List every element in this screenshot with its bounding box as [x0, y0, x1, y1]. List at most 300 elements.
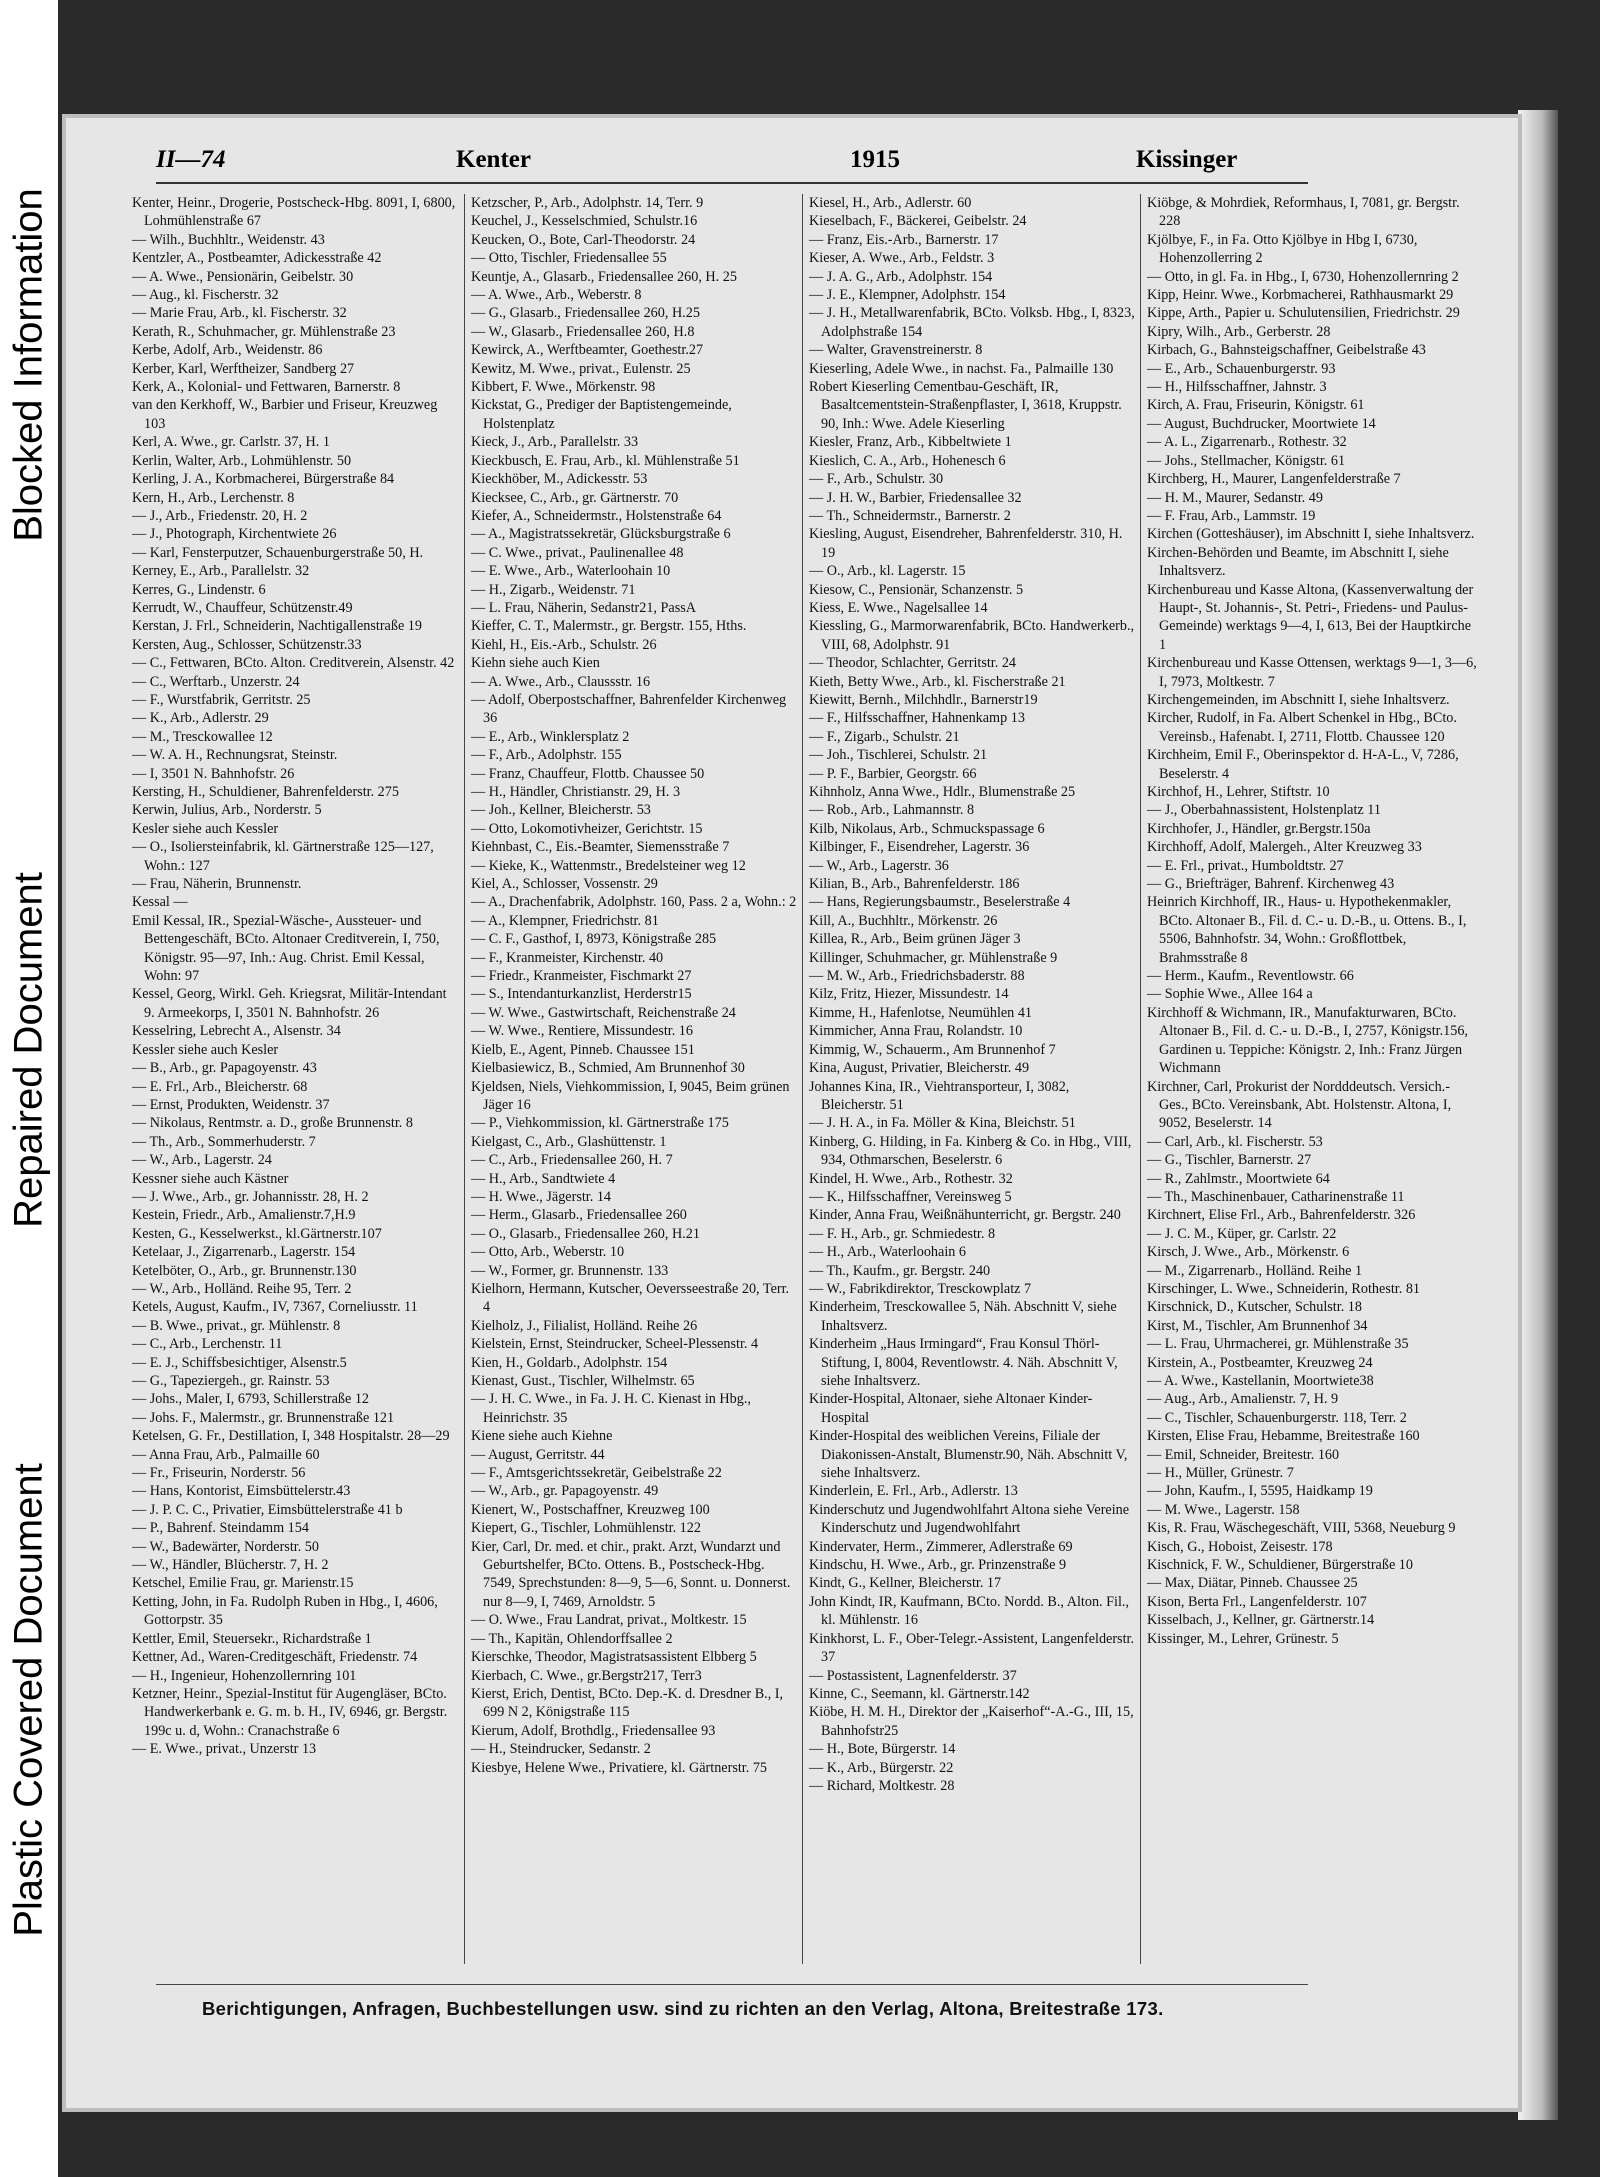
directory-entry: Keuchel, J., Kesselschmied, Schulstr.16 — [471, 213, 698, 230]
directory-entry: Kis, R. Frau, Wäschegeschäft, VIII, 5368, Neueburg 9 — [1147, 1520, 1456, 1537]
directory-entry: Kinderheim „Haus Irmingard“, Frau Konsul Thörl-Stiftung, I, 8004, Reventlowstr. 4. Näh. Abschnitt V, siehe Inhaltsverz. — [809, 1336, 1118, 1389]
directory-entry: — W., Glasarb., Friedensallee 260, H.8 — [471, 323, 695, 340]
directory-entry: Kissinger, M., Lehrer, Grünestr. 5 — [1147, 1630, 1339, 1647]
directory-entry: Kiefer, A., Schneidermstr., Holstenstraße 64 — [471, 507, 722, 524]
directory-entry: Kessner siehe auch Kästner — [132, 1170, 289, 1187]
directory-entry: — Th., Schneidermstr., Barnerstr. 2 — [809, 507, 1011, 524]
directory-entry: — Friedr., Kranmeister, Fischmarkt 27 — [471, 968, 692, 985]
directory-entry: Kierschke, Theodor, Magistratsassistent Elbberg 5 — [471, 1649, 757, 1666]
directory-entry: — C. Wwe., privat., Paulinenallee 48 — [471, 544, 684, 561]
directory-entry: — F. H., Arb., gr. Schmiedestr. 8 — [809, 1225, 996, 1242]
directory-entry: — O. Wwe., Frau Landrat, privat., Moltkestr. 15 — [471, 1612, 747, 1629]
directory-entry: — M. W., Arb., Friedrichsbaderstr. 88 — [809, 968, 1025, 985]
directory-entry: Kipp, Heinr. Wwe., Korbmacherei, Rathhausmarkt 29 — [1147, 287, 1454, 304]
directory-entry: — J. C. M., Küper, gr. Carlstr. 22 — [1147, 1225, 1337, 1242]
directory-entry: — John, Kaufm., I, 5595, Haidkamp 19 — [1147, 1483, 1373, 1500]
directory-entry: Kerath, R., Schuhmacher, gr. Mühlenstraße 23 — [132, 323, 396, 340]
directory-entry: — W., Arb., gr. Papagoyenstr. 49 — [471, 1483, 659, 1500]
directory-entry: — K., Hilfsschaffner, Vereinsweg 5 — [809, 1188, 1012, 1205]
directory-entry: — Otto, in gl. Fa. in Hbg., I, 6730, Hohenzollernring 2 — [1147, 268, 1459, 285]
directory-entry: — Kieke, K., Wattenmstr., Bredelsteiner weg 12 — [471, 857, 746, 874]
directory-entry: — Postassistent, Lagnenfelderstr. 37 — [809, 1667, 1017, 1684]
directory-entry: — W., Arb., Lagerstr. 24 — [132, 1152, 272, 1169]
directory-entry: Kerk, A., Kolonial- und Fettwaren, Barnerstr. 8 — [132, 379, 401, 396]
directory-entry: Kielbasiewicz, B., Schmied, Am Brunnenhof 30 — [471, 1060, 745, 1077]
side-label-blocked: Blocked Information — [6, 188, 51, 542]
directory-entry: Kirchhof, H., Lehrer, Stiftstr. 10 — [1147, 784, 1330, 800]
directory-entry: Kirschinger, L. Wwe., Schneiderin, Rothestr. 81 — [1147, 1280, 1421, 1297]
directory-entry: — H., Zigarb., Weidenstr. 71 — [471, 581, 636, 598]
directory-entry: — P. F., Barbier, Georgstr. 66 — [809, 765, 977, 782]
directory-entry: Kiöbe, H. M. H., Direktor der „Kaiserhof“-A.-G., III, 15, Bahnhofstr25 — [809, 1704, 1134, 1739]
directory-entry: — Carl, Arb., kl. Fischerstr. 53 — [1147, 1133, 1323, 1150]
directory-entry: Ketzscher, P., Arb., Adolphstr. 14, Terr. 9 — [471, 195, 704, 211]
directory-page — [66, 118, 1518, 2108]
directory-entry: Kerlin, Walter, Arb., Lohmühlenstr. 50 — [132, 452, 352, 469]
directory-entry: Johannes Kina, IR., Viehtransporteur, I, 3082, Bleicherstr. 51 — [809, 1078, 1070, 1113]
directory-entry: Kienert, W., Postschaffner, Kreuzweg 100 — [471, 1501, 710, 1518]
directory-entry: Kiessling, G., Marmorwarenfabrik, BCto. Handwerkerb., VIII, 68, Adolphstr. 91 — [809, 618, 1135, 653]
directory-entry: — Franz, Chauffeur, Flottb. Chaussee 50 — [471, 765, 705, 782]
side-label-plastic-covered: Plastic Covered Document — [6, 1463, 51, 1937]
directory-entry: — M., Zigarrenarb., Holländ. Reihe 1 — [1147, 1262, 1363, 1279]
header-rule — [156, 182, 1308, 184]
directory-entry: Kerstan, J. Frl., Schneiderin, Nachtigallenstraße 19 — [132, 618, 422, 635]
directory-entry: Kirsten, Elise Frau, Hebamme, Breitestraße 160 — [1147, 1428, 1420, 1445]
directory-entry: Robert Kieserling Cementbau-Geschäft, IR, Basaltcementstein-Straßenpflaster, I, 3618, Kruppstr. 90, Inh.: Wwe. Adele Kieserling — [809, 379, 1122, 432]
directory-entry: — F., Zigarb., Schulstr. 21 — [809, 728, 960, 745]
directory-entry: Kimmig, W., Schauerm., Am Brunnenhof 7 — [809, 1041, 1056, 1058]
directory-entry: — Adolf, Oberpostschaffner, Bahrenfelder Kirchenweg 36 — [471, 691, 787, 727]
directory-entry: — Herm., Kaufm., Reventlowstr. 66 — [1147, 968, 1354, 985]
directory-entry: — Hans, Kontorist, Eimsbüttelerstr.43 — [132, 1483, 351, 1500]
directory-entry: — Otto, Lokomotivheizer, Gerichtstr. 15 — [471, 820, 703, 837]
directory-entry: — B. Wwe., privat., gr. Mühlenstr. 8 — [132, 1317, 341, 1334]
directory-entry: — F., Arb., Schulstr. 30 — [809, 471, 944, 488]
directory-entry: — G., Tapeziergeh., gr. Rainstr. 53 — [132, 1373, 330, 1389]
directory-entry: Kienast, Gust., Tischler, Wilhelmstr. 65 — [471, 1373, 695, 1389]
directory-entry: — A., Klempner, Friedrichstr. 81 — [471, 912, 659, 929]
column-4 — [1140, 194, 1477, 1964]
directory-entry: Kirchenbureau und Kasse Ottensen, werktags 9—1, 3—6, I, 7973, Moltkestr. 7 — [1147, 655, 1477, 690]
directory-entry: — M. Wwe., Lagerstr. 158 — [1147, 1501, 1300, 1518]
directory-entry: Kinkhorst, L. F., Ober-Telegr.-Assistent, Langenfelderstr. 37 — [809, 1630, 1135, 1666]
directory-entry: Kiene siehe auch Kiehne — [471, 1428, 613, 1445]
directory-entry: — P., Viehkommission, kl. Gärtnerstraße 175 — [471, 1115, 729, 1132]
directory-entry: — F., Hilfsschaffner, Hahnenkamp 13 — [809, 710, 1025, 727]
directory-entry: Kindschu, H. Wwe., Arb., gr. Prinzenstraße 9 — [809, 1557, 1067, 1574]
directory-entry: Kihnholz, Anna Wwe., Hdlr., Blumenstraße 25 — [809, 784, 1076, 800]
directory-entry: — Walter, Gravenstreinerstr. 8 — [809, 342, 983, 359]
directory-entry: — H., Händler, Christianstr. 29, H. 3 — [471, 784, 681, 800]
directory-entry: Kirchengemeinden, im Abschnitt I, siehe Inhaltsverz. — [1147, 691, 1450, 708]
directory-entry: Kill, A., Buchhltr., Mörkenstr. 26 — [809, 912, 998, 929]
directory-entry: — P., Bahrenf. Steindamm 154 — [132, 1520, 309, 1537]
directory-entry: — H. M., Maurer, Sedanstr. 49 — [1147, 489, 1323, 506]
directory-entry: Kerwin, Julius, Arb., Norderstr. 5 — [132, 802, 322, 819]
directory-entry: Kerber, Karl, Werftheizer, Sandberg 27 — [132, 360, 355, 377]
directory-entry: — Anna Frau, Arb., Palmaille 60 — [132, 1446, 320, 1463]
directory-entry: — H., Ingenieur, Hohenzollernring 101 — [132, 1667, 357, 1684]
directory-entry: — C. F., Gasthof, I, 8973, Königstraße 285 — [471, 931, 717, 948]
directory-entry: Kenter, Heinr., Drogerie, Postscheck-Hbg. 8091, I, 6800, Lohmühlenstraße 67 — [132, 195, 456, 230]
directory-entry: — Herm., Glasarb., Friedensallee 260 — [471, 1207, 687, 1224]
directory-entry: — J., Arb., Friedenstr. 20, H. 2 — [132, 507, 308, 524]
directory-entry: Killea, R., Arb., Beim grünen Jäger 3 — [809, 931, 1021, 948]
directory-entry: Kielb, E., Agent, Pinneb. Chaussee 151 — [471, 1041, 695, 1058]
directory-entry: Kettler, Emil, Steuersekr., Richardstraße 1 — [132, 1630, 372, 1647]
directory-entry: — A. Wwe., Arb., Weberstr. 8 — [471, 287, 642, 304]
directory-entry: Kirstein, A., Postbeamter, Kreuzweg 24 — [1147, 1354, 1373, 1371]
directory-entry: — Richard, Moltkestr. 28 — [809, 1777, 955, 1794]
directory-entry: — Th., Kapitän, Ohlendorffsallee 2 — [471, 1630, 673, 1647]
directory-entry: — Aug., Arb., Amalienstr. 7, H. 9 — [1147, 1391, 1339, 1408]
directory-entry: Kiecksee, C., Arb., gr. Gärtnerstr. 70 — [471, 489, 679, 506]
directory-entry: Kettner, Ad., Waren-Creditgeschäft, Friedenstr. 74 — [132, 1649, 418, 1666]
column-3 — [802, 194, 1141, 1964]
directory-entry: — August, Buchdrucker, Moortwiete 14 — [1147, 415, 1376, 432]
directory-entry: Kindt, G., Kellner, Bleicherstr. 17 — [809, 1575, 1002, 1592]
directory-entry: Kirchheim, Emil F., Oberinspektor d. H-A-L., V, 7286, Beselerstr. 4 — [1147, 747, 1459, 782]
header-first-entry: Kenter — [456, 146, 531, 173]
directory-entry: — W., Arb., Lagerstr. 36 — [809, 857, 949, 874]
directory-entry: — E., Arb., Winklersplatz 2 — [471, 728, 630, 745]
directory-entry: — Johs., Maler, I, 6793, Schillerstraße 12 — [132, 1391, 370, 1408]
directory-entry: Kerling, J. A., Korbmacherei, Bürgerstraße 84 — [132, 471, 395, 488]
side-label-repaired: Repaired Document — [6, 872, 51, 1228]
directory-entry: Kern, H., Arb., Lerchenstr. 8 — [132, 489, 295, 506]
directory-entry: — G., Briefträger, Bahrenf. Kirchenweg 43 — [1147, 876, 1395, 893]
directory-entry: Kielgast, C., Arb., Glashüttenstr. 1 — [471, 1133, 667, 1150]
directory-entry: Kiesbye, Helene Wwe., Privatiere, kl. Gärtnerstr. 75 — [471, 1759, 768, 1776]
directory-entry: Kirbach, G., Bahnsteigschaffner, Geibelstraße 43 — [1147, 342, 1426, 359]
directory-entry: Kinderheim, Tresckowallee 5, Näh. Abschnitt V, siehe Inhaltsverz. — [809, 1299, 1117, 1334]
directory-entry: Kiehnbast, C., Eis.-Beamter, Siemensstraße 7 — [471, 839, 730, 856]
directory-entry: Kewirck, A., Werftbeamter, Goethestr.27 — [471, 342, 704, 359]
publisher-footer: Berichtigungen, Anfragen, Buchbestellungen usw. sind zu richten an den Verlag, Altona, Breitestraße 173. — [202, 1998, 1164, 2019]
directory-entry: — M., Tresckowallee 12 — [132, 728, 273, 745]
directory-entry: — C., Werftarb., Unzerstr. 24 — [132, 673, 300, 690]
directory-entry: — H., Bote, Bürgerstr. 14 — [809, 1741, 956, 1758]
directory-entry: Kirsch, J. Wwe., Arb., Mörkenstr. 6 — [1147, 1244, 1350, 1261]
directory-entry: — E. Frl., Arb., Bleicherstr. 68 — [132, 1078, 308, 1095]
directory-entry: Kiesling, August, Eisendreher, Bahrenfelderstr. 310, H. 19 — [809, 526, 1123, 561]
directory-entry: Kiel, A., Schlosser, Vossenstr. 29 — [471, 876, 658, 893]
directory-entry: — Frau, Näherin, Brunnenstr. — [132, 876, 302, 893]
directory-entry: Kirchnert, Elise Frl., Arb., Bahrenfelderstr. 326 — [1147, 1207, 1416, 1224]
directory-entry: Kessal — — [132, 894, 188, 911]
directory-entry: Kirchen (Gotteshäuser), im Abschnitt I, siehe Inhaltsverz. — [1147, 526, 1475, 543]
directory-entry: Kerl, A. Wwe., gr. Carlstr. 37, H. 1 — [132, 434, 330, 451]
directory-entry: Kiehl, H., Eis.-Arb., Schulstr. 26 — [471, 636, 657, 653]
directory-entry: — J. A. G., Arb., Adolphstr. 154 — [809, 268, 993, 285]
directory-entry: Kesler siehe auch Kessler — [132, 820, 279, 837]
directory-entry: — Ernst, Produkten, Weidenstr. 37 — [132, 1096, 330, 1113]
directory-entry: — E. J., Schiffsbesichtiger, Alsenstr.5 — [132, 1354, 347, 1371]
directory-entry: Kisselbach, J., Kellner, gr. Gärtnerstr.14 — [1147, 1612, 1375, 1629]
directory-entry: — L. Frau, Uhrmacherei, gr. Mühlenstraße 35 — [1147, 1336, 1409, 1353]
directory-entry: Kirchhoff & Wichmann, IR., Manufakturwaren, BCto. Altonaer B., Fil. d. C.- u. D.-B., I, 2757, Königstr.156, Gardinen u. Teppiche: Königstr. 2, Inh.: Franz Jürgen Wichmann — [1147, 1004, 1468, 1077]
directory-entry: — F., Amtsgerichtssekretär, Geibelstraße 22 — [471, 1465, 722, 1482]
directory-entry: Kickstat, G., Prediger der Baptistengemeinde, Holstenplatz — [471, 397, 732, 432]
directory-entry: — A. Wwe., Kastellanin, Moortwiete38 — [1147, 1373, 1374, 1389]
directory-entry: Kinne, C., Seemann, kl. Gärtnerstr.142 — [809, 1685, 1030, 1702]
directory-entry: — Otto, Arb., Weberstr. 10 — [471, 1244, 625, 1261]
directory-entry: Kindel, H. Wwe., Arb., Rothestr. 32 — [809, 1170, 1013, 1187]
directory-entry: Kimme, H., Hafenlotse, Neumühlen 41 — [809, 1004, 1033, 1021]
directory-entry: — K., Arb., Bürgerstr. 22 — [809, 1759, 954, 1776]
directory-entry: — E. Frl., privat., Humboldtstr. 27 — [1147, 857, 1344, 874]
directory-entry: — W., Fabrikdirektor, Tresckowplatz 7 — [809, 1280, 1032, 1297]
directory-entry: Kentzler, A., Postbeamter, Adickesstraße 42 — [132, 250, 382, 267]
directory-entry: — L. Frau, Näherin, Sedanstr21, PassA — [471, 599, 696, 616]
directory-entry: — F., Wurstfabrik, Gerritstr. 25 — [132, 691, 311, 708]
directory-entry: — W. Wwe., Gastwirtschaft, Reichenstraße 24 — [471, 1004, 736, 1021]
directory-entry: — F., Kranmeister, Kirchenstr. 40 — [471, 949, 664, 966]
directory-entry: — W., Arb., Holländ. Reihe 95, Terr. 2 — [132, 1280, 352, 1297]
directory-entry: — C., Arb., Friedensallee 260, H. 7 — [471, 1152, 673, 1169]
directory-entry: Kier, Carl, Dr. med. et chir., prakt. Arzt, Wundarzt und Geburtshelfer, BCto. Ottens. B., Postscheck-Hbg. 7549, Sprechstunden: 8—9, 5—6, Sonnt. u. Donnerst. nur 8—9, I, 7469, Arnoldstr. 5 — [471, 1538, 791, 1610]
directory-entry: Kinderlein, E. Frl., Arb., Adlerstr. 13 — [809, 1483, 1018, 1500]
directory-entry: Kiesler, Franz, Arb., Kibbeltwiete 1 — [809, 434, 1012, 451]
directory-entry: Kerres, G., Lindenstr. 6 — [132, 581, 266, 598]
directory-entry: Ketelaar, J., Zigarrenarb., Lagerstr. 154 — [132, 1244, 356, 1261]
directory-entry: Kierum, Adolf, Brothdlg., Friedensallee 93 — [471, 1722, 716, 1739]
directory-entry: — O., Isoliersteinfabrik, kl. Gärtnerstraße 125—127, Wohn.: 127 — [132, 839, 434, 874]
directory-entry: Ketelsen, G. Fr., Destillation, I, 348 Hospitalstr. 28—29 — [132, 1428, 450, 1445]
directory-entry: Kirchner, Carl, Prokurist der Nordddeutsch. Versich.-Ges., BCto. Vereinsbank, Abt. Holstenstr. Altona, I, 9052, Beselerstr. 14 — [1147, 1078, 1452, 1132]
side-label-strip — [0, 0, 58, 2177]
directory-entry: — Th., Maschinenbauer, Catharinenstraße 11 — [1147, 1188, 1405, 1205]
directory-entry: — J., Photograph, Kirchentwiete 26 — [132, 526, 337, 543]
directory-entry: Ketting, John, in Fa. Rudolph Ruben in Hbg., I, 4606, Gottorpstr. 35 — [132, 1593, 438, 1629]
directory-entry: — H., Arb., Waterloohain 6 — [809, 1244, 966, 1261]
directory-entry: — Johs., Stellmacher, Königstr. 61 — [1147, 452, 1346, 469]
directory-entry: — F., Arb., Adolphstr. 155 — [471, 747, 622, 764]
directory-entry: — Th., Arb., Sommerhuderstr. 7 — [132, 1133, 316, 1150]
directory-entry: Kinderschutz und Jugendwohlfahrt Altona siehe Vereine Kinderschutz und Jugendwohlfahrt — [809, 1501, 1130, 1537]
directory-entry: — H., Hilfsschaffner, Jahnstr. 3 — [1147, 379, 1327, 396]
directory-entry: Kirchberg, H., Maurer, Langenfelderstraße 7 — [1147, 471, 1401, 488]
directory-entry: Killinger, Schuhmacher, gr. Mühlenstraße 9 — [809, 949, 1058, 966]
directory-entry: — J. H. C. Wwe., in Fa. J. H. C. Kienast in Hbg., Heinrichstr. 35 — [471, 1391, 751, 1426]
directory-entry: — W. A. H., Rechnungsrat, Steinstr. — [132, 747, 338, 764]
directory-entry: Kieckbusch, E. Frau, Arb., kl. Mühlenstraße 51 — [471, 452, 740, 469]
directory-entry: Kerney, E., Arb., Parallelstr. 32 — [132, 563, 310, 580]
directory-entry: Kirchenbureau und Kasse Altona, (Kassenverwaltung der Haupt-, St. Johannis-, St. Petri-, Friedens- und Paulus-Gemeinde) werktags 9—4, I, 613, Bei der Hauptkirche 1 — [1147, 581, 1474, 653]
directory-entry: — Rob., Arb., Lahmannstr. 8 — [809, 802, 975, 819]
directory-entry: Kina, August, Privatier, Bleicherstr. 49 — [809, 1060, 1030, 1077]
directory-entry: — W., Former, gr. Brunnenstr. 133 — [471, 1262, 669, 1279]
directory-entry: Kirch, A. Frau, Friseurin, Königstr. 61 — [1147, 397, 1365, 414]
directory-entry: — Fr., Friseurin, Norderstr. 56 — [132, 1465, 306, 1482]
page-number: II—74 — [156, 146, 226, 173]
directory-entry: — August, Gerritstr. 44 — [471, 1446, 605, 1463]
directory-entry: — J. H. W., Barbier, Friedensallee 32 — [809, 489, 1022, 506]
directory-entry: Kiewitt, Bernh., Milchhdlr., Barnerstr19 — [809, 691, 1038, 708]
header-year: 1915 — [850, 146, 900, 173]
directory-entry: — Emil, Schneider, Breitestr. 160 — [1147, 1446, 1340, 1463]
directory-entry: Kirst, M., Tischler, Am Brunnenhof 34 — [1147, 1317, 1368, 1334]
directory-columns — [132, 194, 1476, 1964]
directory-entry: — J. Wwe., Arb., gr. Johannisstr. 28, H. 2 — [132, 1188, 369, 1205]
directory-entry: Kieserling, Adele Wwe., in nachst. Fa., Palmaille 130 — [809, 360, 1114, 377]
directory-entry: John Kindt, IR, Kaufmann, BCto. Nordd. B., Alton. Fil., kl. Mühlenstr. 16 — [809, 1593, 1130, 1629]
directory-entry: Kirchen-Behörden und Beamte, im Abschnitt I, siehe Inhaltsverz. — [1147, 544, 1449, 580]
directory-entry: Kieckhöber, M., Adickesstr. 53 — [471, 471, 648, 488]
directory-entry: — Karl, Fensterputzer, Schauenburgerstraße 50, H. — [132, 544, 424, 561]
page-header — [156, 146, 1298, 180]
directory-entry: Kirchhofer, J., Händler, gr.Bergstr.150a — [1147, 820, 1371, 837]
directory-entry: Emil Kessal, IR., Spezial-Wäsche-, Aussteuer- und Bettengeschäft, BCto. Altonaer Creditverein, I, 750, Königstr. 95—97, Inh.: Aug. Christ. Emil Kessal, Wohn: 97 — [132, 912, 440, 985]
directory-entry: — W., Badewärter, Norderstr. 50 — [132, 1538, 319, 1555]
directory-entry: — Sophie Wwe., Allee 164 a — [1147, 986, 1313, 1003]
directory-entry: — A. Wwe., Pensionärin, Geibelstr. 30 — [132, 268, 354, 285]
directory-entry: — Johs. F., Malermstr., gr. Brunnenstraße 121 — [132, 1409, 395, 1426]
directory-entry: — G., Tischler, Barnerstr. 27 — [1147, 1152, 1312, 1169]
directory-entry: Kinberg, G. Hilding, in Fa. Kinberg & Co. in Hbg., VIII, 934, Othmarschen, Beselerstr. 6 — [809, 1133, 1132, 1169]
directory-entry: Kewitz, M. Wwe., privat., Eulenstr. 25 — [471, 360, 691, 377]
header-last-entry: Kissinger — [1136, 146, 1238, 173]
directory-entry: Kinder, Anna Frau, Weißnähunterricht, gr. Bergstr. 240 — [809, 1207, 1121, 1224]
directory-entry: Kindervater, Herm., Zimmerer, Adlerstraße 69 — [809, 1538, 1073, 1555]
directory-entry: — E. Wwe., Arb., Waterloohain 10 — [471, 563, 671, 580]
directory-entry: Kjölbye, F., in Fa. Otto Kjölbye in Hbg I, 6730, Hohenzollerring 2 — [1147, 231, 1418, 267]
directory-entry: — E. Wwe., privat., Unzerstr 13 — [132, 1741, 317, 1758]
directory-entry: Kibbert, F. Wwe., Mörkenstr. 98 — [471, 379, 656, 396]
directory-entry: Kinder-Hospital, Altonaer, siehe Altonaer Kinder-Hospital — [809, 1391, 1093, 1426]
directory-entry: Kieffer, C. T., Malermstr., gr. Bergstr. 155, Hths. — [471, 618, 747, 635]
directory-entry: Kircher, Rudolf, in Fa. Albert Schenkel in Hbg., BCto. Vereinsb., Hafenabt. I, 2711, Flottb. Chaussee 120 — [1147, 710, 1457, 745]
directory-entry: Kiöbge, & Mohrdiek, Reformhaus, I, 7081, gr. Bergstr. 228 — [1147, 195, 1460, 230]
footer-rule — [156, 1984, 1308, 1985]
directory-entry: Kilian, B., Arb., Bahrenfelderstr. 186 — [809, 876, 1020, 893]
directory-entry: Kierbach, C. Wwe., gr.Bergstr217, Terr3 — [471, 1667, 702, 1684]
directory-entry: — Wilh., Buchhltr., Weidenstr. 43 — [132, 231, 325, 248]
directory-entry: Kieck, J., Arb., Parallelstr. 33 — [471, 434, 639, 451]
directory-entry: — Otto, Tischler, Friedensallee 55 — [471, 250, 667, 267]
directory-entry: Kippe, Arth., Papier u. Schulutensilien, Friedrichstr. 29 — [1147, 305, 1460, 322]
directory-entry: Kirchhoff, Adolf, Malergeh., Alter Kreuzweg 33 — [1147, 839, 1422, 856]
directory-entry: — H., Steindrucker, Sedanstr. 2 — [471, 1741, 651, 1758]
directory-entry: Kieth, Betty Wwe., Arb., kl. Fischerstraße 21 — [809, 673, 1066, 690]
page-binding-edge — [1518, 110, 1558, 2120]
directory-entry: Kison, Berta Frl., Langenfelderstr. 107 — [1147, 1593, 1367, 1610]
directory-entry: — J. P. C. C., Privatier, Eimsbüttelerstraße 41 b — [132, 1501, 403, 1518]
directory-entry: — I, 3501 N. Bahnhofstr. 26 — [132, 765, 295, 782]
directory-entry: — R., Zahlmstr., Moortwiete 64 — [1147, 1170, 1330, 1187]
directory-entry: Kersting, H., Schuldiener, Bahrenfelderstr. 275 — [132, 784, 399, 800]
directory-entry: van den Kerkhoff, W., Barbier und Friseur, Kreuzweg 103 — [132, 397, 438, 432]
directory-entry: — Th., Kaufm., gr. Bergstr. 240 — [809, 1262, 991, 1279]
directory-entry: Kipry, Wilh., Arb., Gerberstr. 28 — [1147, 323, 1331, 340]
directory-entry: Kierst, Erich, Dentist, BCto. Dep.-K. d. Dresdner B., I, 699 N 2, Königstraße 115 — [471, 1685, 784, 1721]
directory-entry: — Franz, Eis.-Arb., Barnerstr. 17 — [809, 231, 999, 248]
directory-entry: Kieslich, C. A., Arb., Hohenesch 6 — [809, 452, 1006, 469]
directory-entry: Kinder-Hospital des weiblichen Vereins, Filiale der Diakonissen-Anstalt, Blumenstr.90, Näh. Abschnitt V, siehe Inhaltsverz. — [809, 1428, 1128, 1482]
directory-entry: — C., Fettwaren, BCto. Alton. Creditverein, Alsenstr. 42 — [132, 655, 455, 672]
directory-entry: Ketschel, Emilie Frau, gr. Marienstr.15 — [132, 1575, 354, 1592]
directory-entry: Kiesel, H., Arb., Adlerstr. 60 — [809, 195, 972, 211]
directory-entry: — A., Magistratssekretär, Glücksburgstraße 6 — [471, 526, 731, 543]
directory-entry: Kjeldsen, Niels, Viehkommission, I, 9045, Beim grünen Jäger 16 — [471, 1078, 790, 1113]
directory-entry: Kilb, Nikolaus, Arb., Schmuckspassage 6 — [809, 820, 1045, 837]
directory-entry: Keuntje, A., Glasarb., Friedensallee 260, H. 25 — [471, 268, 737, 285]
directory-entry: Kirschnick, D., Kutscher, Schulstr. 18 — [1147, 1299, 1362, 1316]
directory-entry: Kisch, G., Hoboist, Zeisestr. 178 — [1147, 1538, 1333, 1555]
directory-entry: Kesselring, Lebrecht A., Alsenstr. 34 — [132, 1023, 341, 1040]
directory-entry: Ketelböter, O., Arb., gr. Brunnenstr.130 — [132, 1262, 357, 1279]
directory-entry: Kilz, Fritz, Hiezer, Missundestr. 14 — [809, 986, 1009, 1003]
directory-entry: Kielstein, Ernst, Steindrucker, Scheel-Plessenstr. 4 — [471, 1336, 759, 1353]
directory-entry: Kielholz, J., Filialist, Holländ. Reihe 26 — [471, 1317, 698, 1334]
directory-entry: Kielhorn, Hermann, Kutscher, Oeversseestraße 20, Terr. 4 — [471, 1280, 790, 1316]
directory-entry: — O., Glasarb., Friedensallee 260, H.21 — [471, 1225, 700, 1242]
directory-entry: Heinrich Kirchhoff, IR., Haus- u. Hypothekenmakler, BCto. Altonaer B., Fil. d. C.- u. D.-B., u. Ottens. B., I, 5506, Bahnhofstr. 34, Wohn.: Großflottbek, Brahmsstraße 8 — [1147, 894, 1467, 966]
directory-entry: Kessler siehe auch Kesler — [132, 1041, 279, 1058]
directory-entry: Kerbe, Adolf, Arb., Weidenstr. 86 — [132, 342, 323, 359]
directory-entry: — Max, Diätar, Pinneb. Chaussee 25 — [1147, 1575, 1358, 1592]
directory-entry: — A. L., Zigarrenarb., Rothestr. 32 — [1147, 434, 1347, 451]
directory-entry: — K., Arb., Adlerstr. 29 — [132, 710, 269, 727]
directory-entry: — C., Tischler, Schauenburgerstr. 118, Terr. 2 — [1147, 1409, 1407, 1426]
directory-entry: Kiesow, C., Pensionär, Schanzenstr. 5 — [809, 581, 1024, 598]
directory-entry: — Joh., Tischlerei, Schulstr. 21 — [809, 747, 988, 764]
directory-entry: — F. Frau, Arb., Lammstr. 19 — [1147, 507, 1316, 524]
directory-entry: — J., Oberbahnassistent, Holstenplatz 11 — [1147, 802, 1381, 819]
directory-entry: Kimmicher, Anna Frau, Rolandstr. 10 — [809, 1023, 1023, 1040]
directory-entry: Kiehn siehe auch Kien — [471, 655, 600, 672]
directory-entry: Kersten, Aug., Schlosser, Schützenstr.33 — [132, 636, 362, 653]
directory-entry: — G., Glasarb., Friedensallee 260, H.25 — [471, 305, 700, 322]
directory-entry: — W. Wwe., Rentiere, Missundestr. 16 — [471, 1023, 693, 1040]
directory-entry: — B., Arb., gr. Papagoyenstr. 43 — [132, 1060, 317, 1077]
directory-entry: — H., Müller, Grünestr. 7 — [1147, 1465, 1294, 1482]
directory-entry: — Nikolaus, Rentmstr. a. D., große Brunnenstr. 8 — [132, 1115, 413, 1132]
directory-entry: — C., Arb., Lerchenstr. 11 — [132, 1336, 283, 1353]
directory-entry: — H. Wwe., Jägerstr. 14 — [471, 1188, 612, 1205]
directory-entry: Kiess, E. Wwe., Nagelsallee 14 — [809, 599, 988, 616]
directory-entry: Kerrudt, W., Chauffeur, Schützenstr.49 — [132, 599, 353, 616]
directory-entry: Kestein, Friedr., Arb., Amalienstr.7,H.9 — [132, 1207, 356, 1224]
directory-entry: Ketzner, Heinr., Spezial-Institut für Augengläser, BCto. Handwerkerbank e. G. m. b. H., IV, 6946, gr. Bergstr. 199c u. d, Wohn.: Cranachstraße 6 — [132, 1685, 448, 1739]
directory-entry: Kischnick, F. W., Schuldiener, Bürgerstraße 10 — [1147, 1557, 1413, 1574]
directory-entry: Keucken, O., Bote, Carl-Theodorstr. 24 — [471, 231, 696, 248]
column-2 — [464, 194, 803, 1964]
directory-entry: Kieselbach, F., Bäckerei, Geibelstr. 24 — [809, 213, 1027, 230]
directory-entry: — J. H., Metallwarenfabrik, BCto. Volksb. Hbg., I, 8323, Adolphstraße 154 — [809, 305, 1135, 340]
directory-entry: Ketels, August, Kaufm., IV, 7367, Corneliusstr. 11 — [132, 1299, 418, 1316]
directory-entry: — A. Wwe., Arb., Claussstr. 16 — [471, 673, 651, 690]
directory-entry: Kessel, Georg, Wirkl. Geh. Kriegsrat, Militär-Intendant 9. Armeekorps, I, 3501 N. Bahnhofstr. 26 — [132, 986, 447, 1021]
directory-entry: — Joh., Kellner, Bleicherstr. 53 — [471, 802, 651, 819]
directory-entry: — O., Arb., kl. Lagerstr. 15 — [809, 563, 966, 580]
directory-entry: Kilbinger, F., Eisendreher, Lagerstr. 36 — [809, 839, 1030, 856]
directory-entry: — J. H. A., in Fa. Möller & Kina, Bleichstr. 51 — [809, 1115, 1076, 1132]
directory-entry: Kieser, A. Wwe., Arb., Feldstr. 3 — [809, 250, 995, 267]
directory-entry: — J. E., Klempner, Adolphstr. 154 — [809, 287, 1006, 304]
directory-entry: — A., Drachenfabrik, Adolphstr. 160, Pass. 2 a, Wohn.: 2 — [471, 894, 797, 911]
directory-entry: Kesten, G., Kesselwerkst., kl.Gärtnerstr.107 — [132, 1225, 382, 1242]
directory-entry: — Marie Frau, Arb., kl. Fischerstr. 32 — [132, 305, 347, 322]
column-1 — [132, 194, 464, 1964]
directory-entry: Kiepert, G., Tischler, Lohmühlenstr. 122 — [471, 1520, 701, 1537]
directory-entry: — Theodor, Schlachter, Gerritstr. 24 — [809, 655, 1017, 672]
directory-entry: — S., Intendanturkanzlist, Herderstr15 — [471, 986, 692, 1003]
directory-entry: — E., Arb., Schauenburgerstr. 93 — [1147, 360, 1336, 377]
directory-entry: Kien, H., Goldarb., Adolphstr. 154 — [471, 1354, 668, 1371]
directory-entry: — W., Händler, Blücherstr. 7, H. 2 — [132, 1557, 329, 1574]
